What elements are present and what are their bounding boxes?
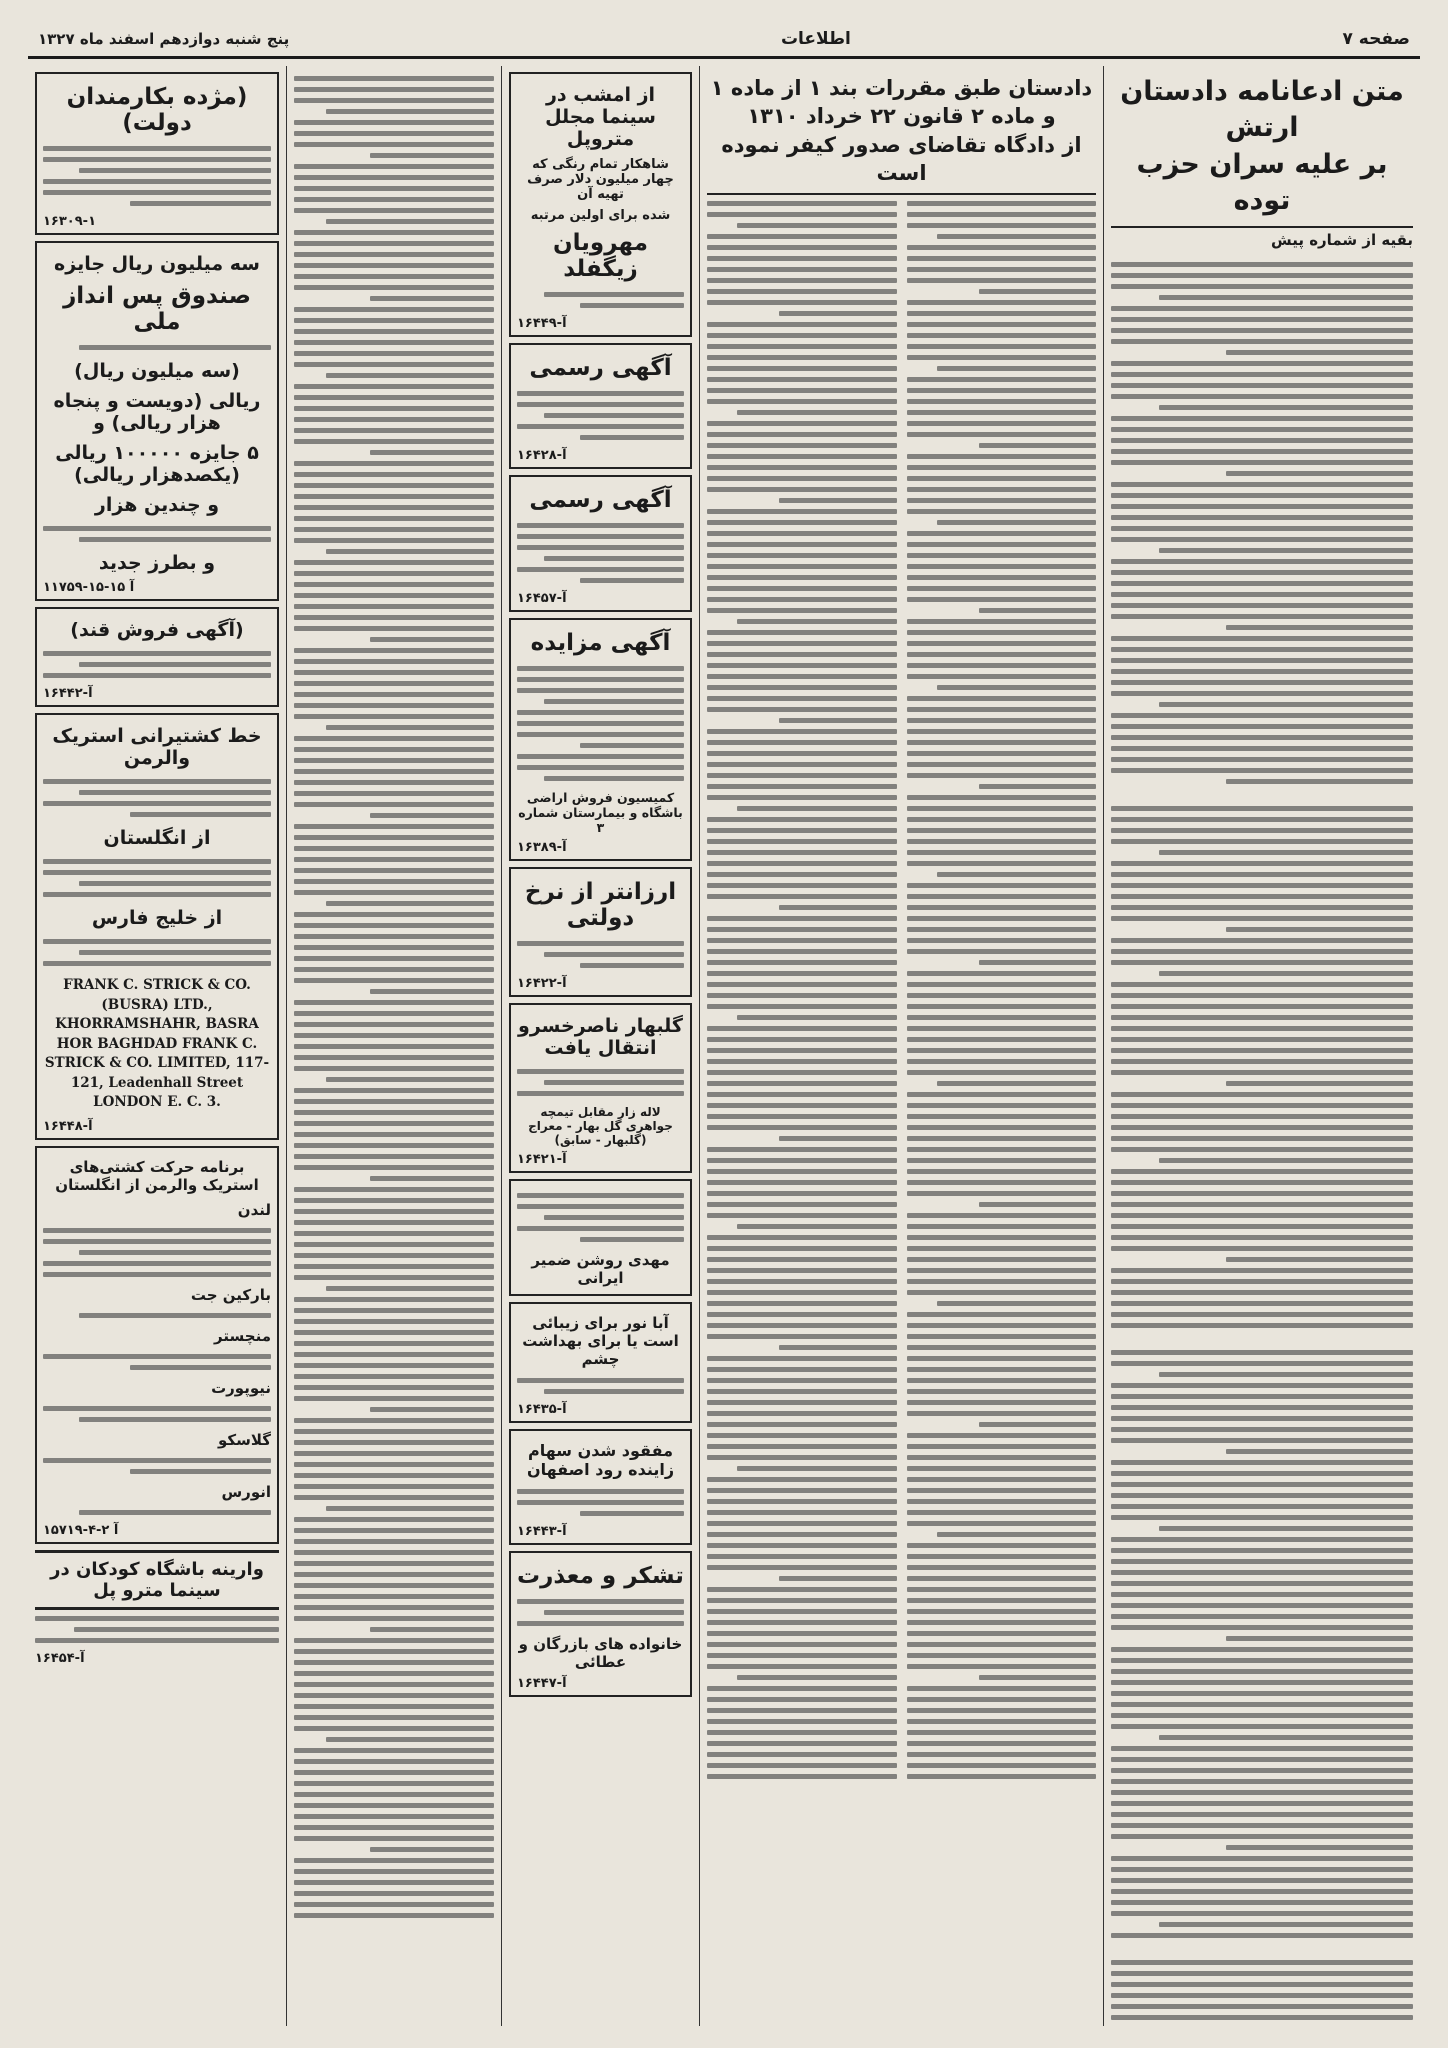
official-ad-2-id: ۱۶۴۵۷-آ bbox=[517, 591, 567, 606]
children-club-id: ۱۶۴۵۴-آ bbox=[35, 1650, 85, 1666]
eye-ad bbox=[509, 1302, 692, 1423]
ads-column-center bbox=[501, 66, 699, 2026]
masthead bbox=[28, 22, 1420, 59]
gulf-label: از خلیج فارس bbox=[91, 907, 223, 929]
official-ad-1-id: ۱۶۴۲۸-آ bbox=[517, 448, 567, 463]
shipping-title: خط کشتیرانی استریک والرمن bbox=[52, 725, 262, 769]
main-article-column bbox=[1103, 66, 1420, 2026]
lottery-title-1: سه میلیون ریال جایزه bbox=[54, 253, 260, 275]
sale-title: (آگهی فروش قند) bbox=[70, 619, 244, 641]
lottery-ad bbox=[35, 241, 279, 601]
page-label: صفحه ۷ bbox=[1342, 29, 1410, 49]
glasgow-label: گلاسکو bbox=[218, 1430, 271, 1449]
manchester-label: منچستر bbox=[214, 1326, 271, 1345]
metropol-id: ۱۶۴۴۹-آ bbox=[517, 316, 567, 331]
children-club-banner: وارینه باشگاه کودکان در سینما مترو پل bbox=[35, 1550, 279, 1610]
lottery-line-e: و بطرز جدید bbox=[98, 552, 216, 574]
flower-shop-ad bbox=[509, 1003, 692, 1173]
thanks-id: ۱۶۴۴۷-آ bbox=[517, 1676, 567, 1691]
barkin-label: بارکین جت bbox=[190, 1285, 271, 1304]
article-body-3 bbox=[1111, 1340, 1413, 1950]
cheap-price-ad bbox=[509, 867, 692, 997]
metropol-label: از امشب در سینما مجلل متروپل bbox=[545, 84, 656, 150]
lottery-line-b: ریالی (دویست و پنجاه هزار ریالی) و bbox=[53, 390, 261, 434]
flower-title: گلبهار ناصرخسرو انتقال یافت bbox=[518, 1015, 683, 1059]
auction-id: ۱۶۳۸۹-آ bbox=[517, 840, 567, 855]
official-ad-1 bbox=[509, 343, 692, 469]
deck-line-2: از دادگاه تقاضای صدور کیفر نموده است bbox=[721, 132, 1082, 186]
london-label: لندن bbox=[237, 1200, 271, 1219]
official-ad-2 bbox=[509, 475, 692, 612]
article-subtitle: بر علیه سران حزب توده bbox=[1136, 148, 1388, 217]
sale-id: ۱۶۴۴۲-آ bbox=[43, 686, 93, 701]
center-column bbox=[699, 66, 1103, 2026]
lottery-line-d: و چندین هزار bbox=[94, 494, 220, 516]
thanks-title: تشکر و معذرت bbox=[517, 1563, 684, 1589]
article-deck bbox=[707, 66, 1096, 195]
auction-ad bbox=[509, 618, 692, 861]
england-label: از انگلستان bbox=[103, 827, 211, 849]
lottery-line-a: (سه میلیون ریال) bbox=[74, 360, 240, 382]
article-body-4 bbox=[1111, 1950, 1413, 2026]
metropol-line: شاهکار تمام رنگی که چهار میلیون دلار صرف تهیه آن bbox=[527, 157, 674, 202]
ads-column-left-center bbox=[286, 66, 501, 2026]
strick-id: ۱۶۴۴۸-آ bbox=[43, 1118, 93, 1134]
auction-title: آگهی مزایده bbox=[530, 630, 671, 656]
lost-shares-ad bbox=[509, 1429, 692, 1545]
article-title: متن ادعانامه دادستان ارتش bbox=[1120, 76, 1404, 144]
employees-ad bbox=[35, 72, 279, 235]
eye-id: ۱۶۴۳۵-آ bbox=[517, 1402, 567, 1417]
date-line: پنج شنبه دوازدهم اسفند ماه ۱۳۲۷ bbox=[38, 30, 290, 48]
strick-address: FRANK C. STRICK & CO. (BUSRA) LTD., KHORRAMSHAHR, BASRA HOR BAGHDAD FRANK C. STRICK & CO. LIMITED, 117-121, Leadenhall Street LONDON E. C. 3. bbox=[44, 977, 270, 1111]
lost-title: مفقود شدن سهام زاینده رود اصفهان bbox=[526, 1441, 675, 1479]
flower-sign: لاله زار مقابل تیمچه جواهری گل بهار - معراج (گلبهار - سابق) bbox=[528, 1105, 673, 1147]
employees-title: (مژده بکارمندان دولت) bbox=[66, 84, 248, 136]
deck-text-left bbox=[907, 195, 1097, 1785]
article-body-1 bbox=[1111, 252, 1413, 796]
deck-columns bbox=[707, 195, 1096, 1785]
main-article-heading bbox=[1111, 66, 1413, 228]
notice-sign: مهدی روشن ضمیر ایرانی bbox=[531, 1251, 670, 1287]
thanks-ad bbox=[509, 1551, 692, 1697]
article-body-2 bbox=[1111, 796, 1413, 1340]
deck-line-1: دادستان طبق مقررات بند ۱ از ماده ۱ و ماده ۲ قانون ۲۲ خرداد ۱۳۱۰ bbox=[710, 76, 1093, 129]
metropol-title: مهرویان زیگفلد bbox=[553, 230, 648, 282]
eye-title: آبا نور برای زیبائی است یا برای بهداشت چشم bbox=[522, 1314, 679, 1368]
ads-column-left bbox=[28, 66, 286, 2026]
lost-id: ۱۶۴۴۳-آ bbox=[517, 1524, 567, 1539]
cheap-id: ۱۶۴۲۲-آ bbox=[517, 976, 567, 991]
antwerp-label: انورس bbox=[221, 1482, 271, 1501]
lottery-title-2: صندوق پس انداز ملی bbox=[63, 283, 251, 335]
column-2-text bbox=[294, 66, 494, 1930]
metropol-line-2: شده برای اولین مرتبه bbox=[530, 208, 671, 223]
notice-ad bbox=[509, 1179, 692, 1296]
columns bbox=[28, 66, 1420, 2026]
sailing-program-ad bbox=[35, 1146, 279, 1544]
lottery-id: ۱۱۷۵۹-آ ۱۵-۱۵ bbox=[43, 580, 135, 595]
metropol-cinema-ad bbox=[509, 72, 692, 337]
continued-label: بقیه از شماره پیش bbox=[1271, 230, 1413, 249]
sugar-sale-ad bbox=[35, 607, 279, 707]
employees-id: ۱۶۳۰۹-۱ bbox=[43, 214, 97, 229]
program-id: ۱۵۷۱۹-آ ۲-۴ bbox=[43, 1522, 119, 1538]
official-ad-1-title: آگهی رسمی bbox=[529, 355, 672, 381]
thanks-sign: خانواده های بازرگان و عطائی bbox=[518, 1635, 683, 1671]
official-ad-2-title: آگهی رسمی bbox=[529, 487, 672, 513]
lottery-line-c: ۵ جایزه ۱۰۰۰۰۰ ریالی (یکصدهزار ریالی) bbox=[55, 442, 259, 486]
deck-text-right bbox=[707, 195, 897, 1785]
auction-sign: کمیسیون فروش اراضی باشگاه و بیمارستان شماره ۳ bbox=[518, 790, 683, 835]
program-title: برنامه حرکت کشتی‌های استریک والرمن از انگلستان bbox=[55, 1157, 259, 1194]
newport-label: نیوپورت bbox=[211, 1378, 271, 1397]
cheap-title: ارزانتر از نرخ دولتی bbox=[524, 879, 677, 931]
shipping-ad bbox=[35, 713, 279, 1140]
paper-name: اطلاعات bbox=[780, 29, 851, 49]
flower-id: ۱۶۴۲۱-آ bbox=[517, 1152, 567, 1167]
